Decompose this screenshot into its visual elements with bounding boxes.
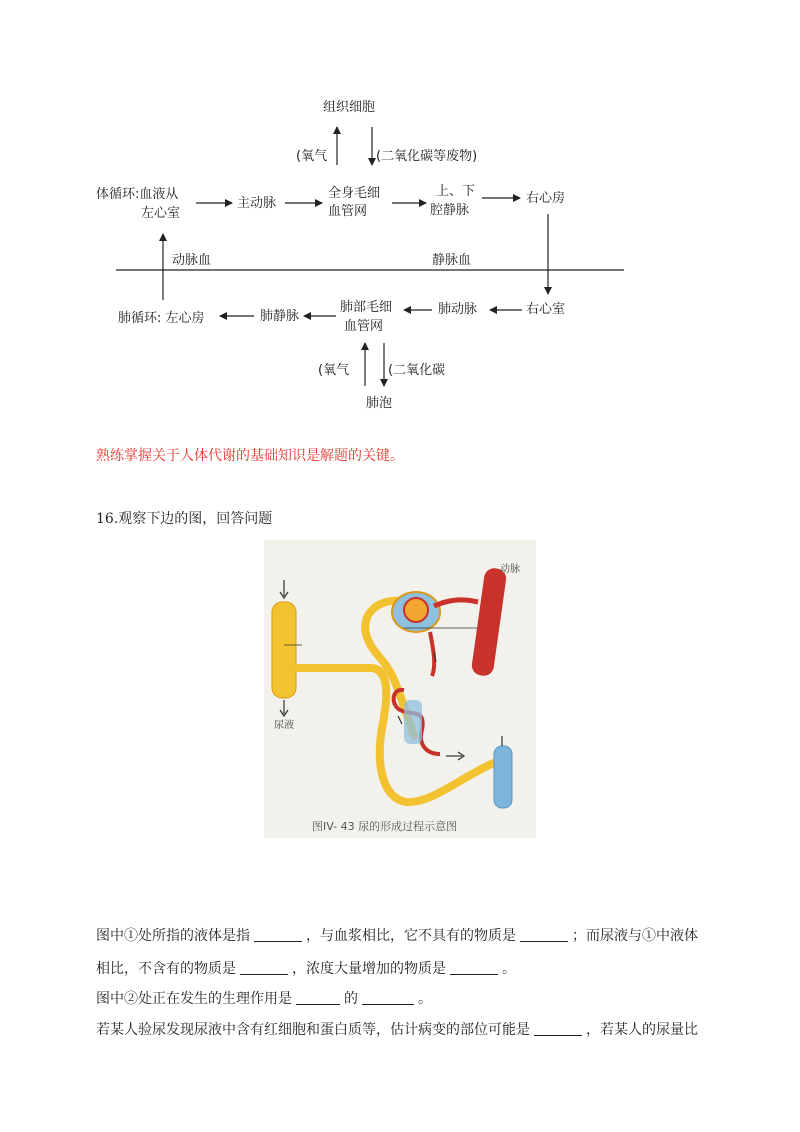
answer-blank-5[interactable] [296, 990, 340, 1005]
body-capillaries-label-1: 全身毛细 [328, 186, 381, 201]
systemic-circulation-label: 体循环:血液从 [96, 187, 179, 202]
lung-capillaries-label-1: 肺部毛细 [340, 300, 393, 315]
venous-blood-label: 静脉血 [432, 253, 472, 268]
line1-text-b: ，与血浆相比，它不具有的物质是 [306, 928, 516, 944]
oxygen-lung-label: (氧气 [318, 363, 350, 378]
answer-blank-2[interactable] [520, 927, 568, 942]
vena-cava-label-1: 上、下 [436, 184, 476, 199]
line3-text-b: 的 [344, 991, 358, 1007]
oxygen-label: (氧气 [296, 149, 328, 164]
alveoli-label: 肺泡 [366, 396, 393, 411]
co2-waste-label: (二氧化碳等废物) [376, 149, 478, 164]
answer-blank-6[interactable] [362, 990, 414, 1005]
line1-text-a: 图中①处所指的液体是指 [96, 928, 250, 944]
right-atrium-label: 右心房 [526, 191, 566, 206]
line4-text-a: 若某人验尿发现尿液中含有红细胞和蛋白质等，估计病变的部位可能是 [96, 1022, 530, 1038]
question-line-2 [96, 958, 516, 978]
tissue-cells-label: 组织细胞 [323, 100, 376, 115]
line4-text-b: ，若某人的尿量比 [586, 1022, 698, 1038]
question-title: 16.观察下边的图，回答问题 [96, 511, 273, 527]
pulmonary-circulation-label: 肺循环: 左心房 [118, 311, 205, 326]
line1-text-c: ；而尿液与①中液体 [572, 928, 698, 944]
collecting-duct [272, 602, 296, 698]
figure-caption: 图IV- 43 尿的形成过程示意图 [312, 820, 458, 833]
urine-formation-figure [264, 540, 536, 838]
body-capillaries-label-2: 血管网 [328, 204, 368, 219]
co2-lung-label: (二氧化碳 [388, 363, 446, 378]
answer-blank-3[interactable] [240, 960, 288, 975]
question-line-1 [96, 925, 698, 945]
line2-text-a: 相比，不含有的物质是 [96, 961, 236, 977]
line3-text-c: 。 [418, 991, 432, 1007]
answer-blank-7[interactable] [534, 1021, 582, 1036]
circulation-diagram [0, 0, 800, 430]
question-line-4 [96, 1019, 698, 1039]
aorta-label: 主动脉 [237, 196, 277, 211]
vena-cava-label-2: 腔静脉 [430, 203, 470, 218]
answer-blank-1[interactable] [254, 927, 302, 942]
arterial-blood-label: 动脉血 [172, 253, 212, 268]
artery [471, 567, 508, 677]
line2-text-b: ，浓度大量增加的物质是 [292, 961, 446, 977]
lung-capillaries-label-2: 血管网 [344, 319, 384, 334]
glomerulus [404, 598, 428, 622]
question-line-3 [96, 988, 432, 1008]
line3-text-a: 图中②处正在发生的生理作用是 [96, 991, 292, 1007]
vein [494, 746, 512, 808]
urine-label: 尿液 [274, 720, 294, 731]
answer-blank-4[interactable] [450, 960, 498, 975]
line2-text-c: 。 [502, 961, 516, 977]
left-ventricle-label: 左心室 [141, 206, 181, 221]
key-note: 熟练掌握关于人体代谢的基础知识是解题的关键。 [96, 448, 404, 464]
pulmonary-artery-label: 肺动脉 [438, 302, 478, 317]
right-ventricle-label: 右心室 [526, 302, 566, 317]
pulmonary-vein-label: 肺静脉 [260, 309, 300, 324]
artery-label: 动脉 [500, 564, 520, 575]
